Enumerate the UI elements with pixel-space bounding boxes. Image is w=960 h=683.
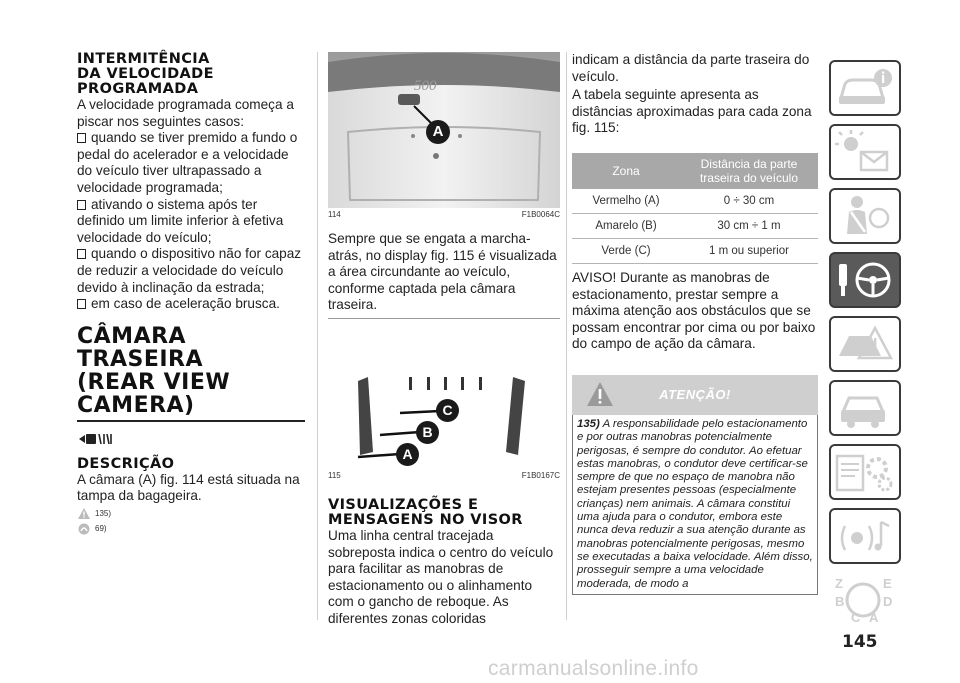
seatbelt-airbag-icon	[831, 190, 899, 242]
column-3	[572, 52, 818, 595]
bullet-item: em caso de aceleração brusca.	[77, 296, 305, 313]
heading-visualizacoes: VISUALIZAÇÕES E MENSAGENS NO VISOR	[328, 496, 523, 528]
attention-number: 135)	[577, 417, 600, 430]
checkbox-bullet-icon	[77, 133, 86, 143]
callout-label-b: B	[416, 421, 439, 444]
column-separator	[317, 52, 318, 620]
car-info-icon	[831, 62, 899, 114]
table-cell: 0 ÷ 30 cm	[680, 189, 818, 214]
section-rule	[77, 420, 305, 422]
index-letter: E	[883, 576, 892, 591]
paragraph-reverse-gear: Sempre que se engata a marcha-atrás, no display fig. 115 é visualizada a área circundante ao veículo, conforme captada pela câmara traseira.	[328, 231, 557, 313]
table-row	[572, 238, 818, 263]
heading-intermitencia: INTERMITÊNCIA DA VELOCIDADE PROGRAMADA	[77, 51, 214, 97]
page-number: 145	[842, 632, 878, 652]
technical-data-icon	[831, 446, 899, 498]
table-row	[572, 189, 818, 214]
checkbox-bullet-icon	[77, 299, 86, 309]
sidebar-tab-safety[interactable]	[829, 188, 901, 244]
heading-descricao: DESCRIÇÃO	[77, 455, 175, 472]
paragraph-guidelines: Uma linha central tracejada sobreposta indica o centro do veículo para facilitar as manobras de estacionamento ou o alinhamento com o gancho de reboque. As diferentes zonas coloridas	[328, 527, 554, 626]
table-cell: Vermelho (A)	[572, 189, 680, 214]
svg-text:500: 500	[414, 78, 437, 94]
table-header-cell: Distância da parte traseira do veículo	[680, 153, 818, 189]
caution-reference: 69)	[77, 522, 305, 535]
index-letter: D	[883, 594, 893, 609]
sidebar-tab-warning-lights[interactable]	[829, 124, 901, 180]
checkbox-bullet-icon	[77, 200, 86, 210]
warning-triangle-icon	[586, 381, 614, 407]
attention-text: A responsabilidade pelo estacionamento e por outras manobras potencialmente perigosas, é sempre do condutor. Ao efetuar estas manobras, o condutor deve certificar-se sempre de que no espaço de manobra não estejam presentes pessoas (especialmente crianças) nem animais. A câmara constitui uma ajuda para o condutor, embora este nunca deva reduzir a sua atenção durante as manobras potencialmente perigosas, mesmo se executadas a baixa velocidade. Além disso, prosseguir sempre a uma velocidade moderada, de modo a	[577, 417, 813, 590]
index-letter: C	[851, 610, 861, 625]
table-header-cell: Zona	[572, 153, 680, 189]
column-1	[77, 52, 305, 537]
bullet-item: quando se tiver premido a fundo o pedal do acelerador e a velocidade do veículo tiver ultrapassado a velocidade programada;	[77, 130, 298, 195]
heading-camara-traseira: CÂMARA TRASEIRA (REAR VIEW CAMERA)	[77, 323, 231, 418]
multimedia-icon	[831, 510, 899, 562]
figure-caption: 114 F1B0064C	[328, 210, 560, 219]
intro-paragraph: A velocidade programada começa a piscar nos seguintes casos:	[77, 97, 294, 129]
watermark: carmanualsonline.info	[488, 657, 699, 680]
callout-label-a: A	[396, 443, 419, 466]
table-cell: 30 cm ÷ 1 m	[680, 213, 818, 238]
bullet-item: quando o dispositivo não for capaz de reduzir a velocidade do veículo devido à inclinação da estrada;	[77, 246, 302, 295]
distance-table	[572, 153, 818, 264]
warning-triangle-icon	[77, 507, 91, 520]
sidebar-tab-maintenance[interactable]	[829, 380, 901, 436]
index-letter: B	[835, 594, 845, 609]
index-letter: Z	[835, 576, 843, 591]
caution-hand-icon	[77, 522, 91, 535]
table-header-row	[572, 153, 818, 189]
column-2	[328, 52, 560, 628]
sidebar-tab-multimedia[interactable]	[829, 508, 901, 564]
bullet-item: ativando o sistema após ter definido um limite inferior à efetiva velocidade do veículo;	[77, 196, 284, 245]
figure-114-image	[328, 52, 560, 208]
callout-label-c: C	[436, 399, 459, 422]
column-separator	[566, 52, 567, 620]
table-cell: 1 m ou superior	[680, 238, 818, 263]
attention-title: ATENÇÃO!	[659, 387, 731, 403]
table-cell: Amarelo (B)	[572, 213, 680, 238]
callout-label-a: A	[426, 120, 450, 144]
paragraph-zones: indicam a distância da parte traseira do veículo.	[572, 52, 810, 84]
table-cell: Verde (C)	[572, 238, 680, 263]
index-letter: A	[869, 610, 879, 625]
warning-reference: 135)	[77, 507, 305, 520]
sidebar-tab-car-info[interactable]	[829, 60, 901, 116]
rear-camera-symbol-icon	[77, 430, 117, 448]
figure-caption: 115 F1B0167C	[328, 470, 560, 480]
sidebar-tab-emergency[interactable]	[829, 316, 901, 372]
attention-body	[572, 415, 818, 595]
checkbox-bullet-icon	[77, 249, 86, 259]
car-maintenance-icon	[831, 382, 899, 434]
description-paragraph: A câmara (A) fig. 114 está situada na tampa da bagageira.	[77, 471, 300, 504]
figure-115-image	[328, 347, 560, 469]
paragraph-table-intro: A tabela seguinte apresenta as distâncias aproximadas para cada zona fig. 115:	[572, 87, 812, 136]
sidebar-tab-starting-driving[interactable]	[829, 252, 901, 308]
sidebar-tab-technical-data[interactable]	[829, 444, 901, 500]
index-icon	[829, 572, 901, 628]
sidebar-tab-index[interactable]	[829, 572, 901, 628]
table-row	[572, 213, 818, 238]
section-rule	[328, 318, 560, 319]
key-steering-wheel-icon	[831, 254, 899, 306]
breakdown-icon	[831, 318, 899, 370]
warning-lights-icon	[831, 126, 899, 178]
attention-header	[572, 375, 818, 415]
notice-paragraph: AVISO! Durante as manobras de estacionamento, prestar sempre a máxima atenção aos obstáculos que se possam encontrar por cima ou por baixo do campo de ação da câmara.	[572, 269, 816, 352]
